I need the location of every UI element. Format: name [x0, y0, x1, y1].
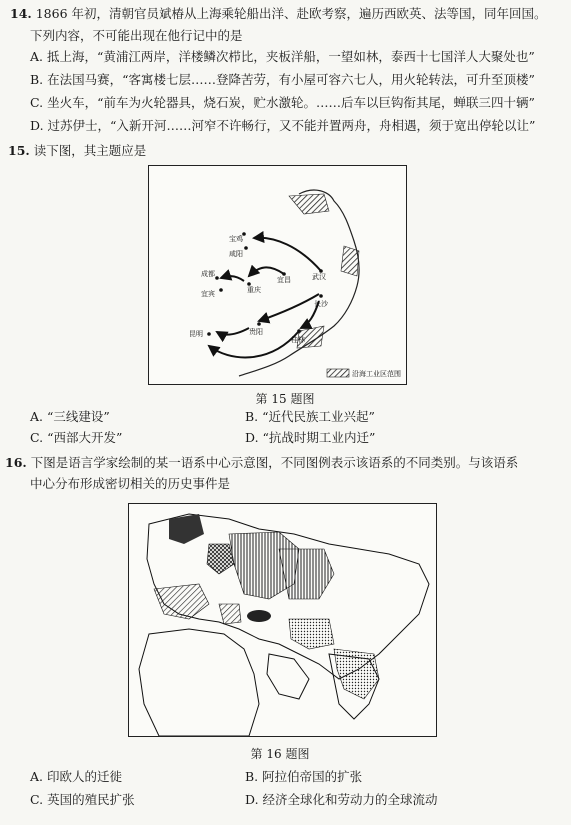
q16-option-c: C. 英国的殖民扩张: [30, 792, 135, 807]
q14-option-d-text: 过苏伊士，“入新开河……河窄不许畅行，又不能并置两舟，舟相遇，须于宽出停轮以让”: [47, 118, 536, 133]
q14-stem-line2: 下列内容，不可能出现在他行记中的是: [30, 28, 243, 43]
svg-text:武汉: 武汉: [312, 273, 326, 281]
region-baltic: [207, 544, 234, 574]
q16-stem-line2: 中心分布形成密切相关的历史事件是: [30, 476, 231, 491]
svg-text:长沙: 长沙: [314, 300, 328, 308]
q16-option-d: D. 经济全球化和劳动力的全球流动: [245, 792, 438, 807]
svg-text:宜昌: 宜昌: [277, 276, 291, 284]
q15-option-a: A. “三线建设”: [30, 409, 110, 424]
city-baoji: [229, 232, 246, 243]
region-romance: [154, 584, 209, 619]
q15-caption: 第 15 题图: [255, 392, 315, 406]
svg-text:重庆: 重庆: [247, 286, 261, 294]
city-chengdu: [201, 269, 219, 280]
q16-option-b: B. 阿拉伯帝国的扩张: [245, 769, 363, 784]
route-yichang-chongqing: [249, 267, 284, 276]
svg-text:成都: 成都: [201, 270, 215, 278]
q15-option-d: D. “抗战时期工业内迁”: [245, 430, 376, 445]
q14-stem-line1: [10, 6, 547, 22]
city-xianyang: [229, 246, 248, 258]
q16-number: 16.: [5, 455, 27, 470]
city-wuhan: [312, 269, 326, 281]
q15-map-svg: [149, 166, 406, 384]
q14-option-a-text: 抵上海，“黄浦江两岸，洋楼鳞次栉比，夹板洋船，一望如林，泰西十七国洋人大聚处也”: [47, 49, 535, 64]
city-yichang: [277, 272, 291, 284]
q16-map-svg: [129, 504, 436, 736]
route-wuhan-baoji: [254, 238, 321, 271]
q15-stem: [8, 143, 146, 159]
q16-stem-line1: [5, 455, 518, 471]
region-caspian: [247, 610, 271, 622]
region-iranian: [289, 619, 334, 649]
svg-text:宜宾: 宜宾: [201, 290, 215, 298]
svg-text:昆明: 昆明: [189, 330, 203, 338]
africa-outline: [139, 629, 259, 736]
q15-number: 15.: [8, 143, 30, 158]
coastal-zone-east: [341, 246, 359, 276]
region-east-slavic: [279, 549, 334, 599]
q14-option-c: [30, 95, 535, 111]
region-indic: [334, 649, 379, 699]
svg-text:宝鸡: 宝鸡: [229, 235, 243, 243]
q14-option-b: [30, 72, 535, 88]
city-chongqing: [247, 282, 261, 294]
q14-number: 14.: [10, 6, 32, 21]
city-yibin: [201, 288, 223, 298]
coastal-zone-north: [289, 194, 329, 214]
q15-stem-text: 读下图，其主题应是: [33, 143, 147, 158]
q14-option-c-letter: C.: [30, 95, 44, 110]
q14-option-b-letter: B.: [30, 72, 44, 87]
q16-option-a: A. 印欧人的迁徙: [30, 769, 123, 784]
route-changsha-guiyang: [259, 294, 319, 321]
q15-option-b: B. “近代民族工业兴起”: [245, 409, 375, 424]
svg-text:贵阳: 贵阳: [249, 328, 263, 336]
svg-text:桂林: 桂林: [291, 336, 305, 344]
q15-legend: [327, 369, 401, 378]
region-germanic: [169, 514, 204, 544]
city-kunming: [189, 329, 211, 338]
arabia-outline: [267, 654, 309, 699]
route-chongqing-chengdu: [221, 276, 244, 281]
q16-caption: 第 16 题图: [250, 747, 310, 761]
city-guiyang: [249, 322, 263, 336]
q14-option-c-text: 坐火车，“前车为火轮器具，烧石炭，贮水激轮。……后车以巨钩衔其尾，蝉联三四十辆”: [47, 95, 535, 110]
q16-stem-text: 下图是语言学家绘制的某一语系中心示意图，不同图例表示该语系的不同类别。与该语系: [30, 455, 519, 470]
region-greek: [219, 604, 241, 624]
route-guiyang-kunming: [217, 328, 249, 335]
q16-map: [128, 503, 437, 737]
q14-option-d-letter: D.: [30, 118, 44, 133]
q14-stem-text: 1866 年初，清朝官员斌椿从上海乘轮船出洋、赴欧考察，遍历西欧英、法等国，同年回国。: [35, 6, 547, 21]
q15-option-c: C. “西部大开发”: [30, 430, 123, 445]
svg-text:咸阳: 咸阳: [229, 250, 243, 258]
q14-option-a-letter: A.: [30, 49, 44, 64]
q14-option-a: [30, 49, 535, 65]
svg-text:沿海工业区范围: 沿海工业区范围: [352, 370, 401, 378]
q14-option-d: [30, 118, 535, 134]
q15-map: [148, 165, 407, 385]
q14-option-b-text: 在法国马赛，“客寓楼七层……登降苦劳，有小屋可容六七人，用火轮转法，可升至顶楼”: [47, 72, 535, 87]
